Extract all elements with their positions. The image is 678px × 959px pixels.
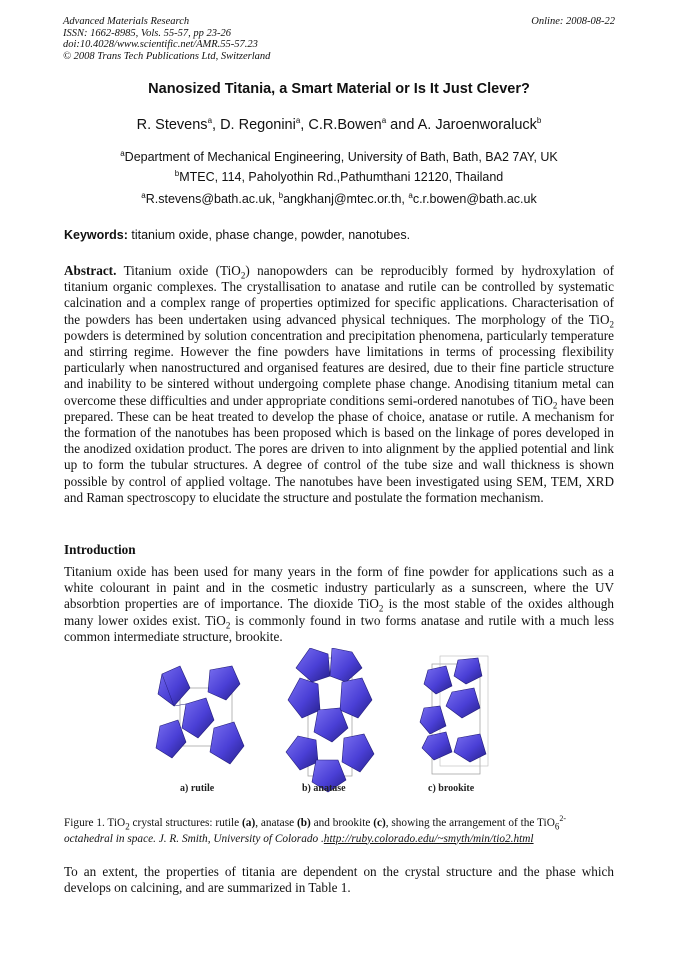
abstract-label: Abstract. xyxy=(64,263,117,278)
intro-text: is the most stable of the oxides although many lower oxides exist. TiO xyxy=(64,596,614,628)
author: C.R.Bowen xyxy=(308,117,382,133)
caption-text: , showing the arrangement of the TiO xyxy=(385,817,555,829)
figure-label-anatase: b) anatase xyxy=(302,783,346,794)
caption-credit: octahedral in space. J. R. Smith, University of Colorado . xyxy=(64,832,324,845)
rutile-structure xyxy=(156,666,244,764)
doi: doi:10.4028/www.scientific.net/AMR.55-57.23 xyxy=(63,39,258,51)
author-affil-mark: a xyxy=(381,116,387,126)
section-heading-introduction: Introduction xyxy=(64,542,136,557)
subscript: 2 xyxy=(378,604,384,615)
email-link[interactable]: angkhanj@mtec.or.th xyxy=(283,192,402,206)
subscript: 6 xyxy=(554,821,560,832)
anatase-structure xyxy=(286,648,374,792)
journal-name: Advanced Materials Research xyxy=(63,16,190,27)
email-mark: a xyxy=(141,190,146,200)
subscript: 2 xyxy=(125,821,130,832)
author-separator: , xyxy=(212,117,221,133)
author-separator: , xyxy=(300,117,309,133)
brookite-structure xyxy=(420,656,488,774)
online-date: Online: 2008-08-22 xyxy=(531,16,615,27)
caption-text: and brookite xyxy=(310,817,374,829)
figure-label-brookite: c) brookite xyxy=(428,783,475,794)
closing-paragraph: To an extent, the properties of titania are dependent on the crystal structure and the phase which develops on calcining, and are summarized in Table 1. xyxy=(64,864,614,896)
subscript: 2 xyxy=(552,400,558,411)
intro-text: Titanium oxide has been used for many years in the form of fine powder for applications such as a white colourant in paint and in the cosmetic industry particularly as a sunscreen, where the UV absorbtion properties are of importance. The dioxide TiO xyxy=(64,564,614,612)
caption-label-a: (a) xyxy=(242,817,256,829)
introduction-paragraph xyxy=(64,564,614,645)
issn: ISSN: 1662-8985, Vols. 55-57, pp 23-26 xyxy=(63,27,231,39)
caption-label-c: (c) xyxy=(373,817,386,829)
affil-mark: a xyxy=(120,148,125,158)
caption-text: , anatase xyxy=(255,817,297,829)
abstract-text: powders is determined by solution concentration and precipitation phenomena, particularly temperature and stirring regime. However the fine powders have limitations in terms of processing flexibility particularly when nanostructured and organised features are desired, due to their fine particle structure and inability to be sintered without undergoing complete phase change. Anodising titanium metal can overcome these difficulties and under appropriate conditions semi-ordered nanotubes of TiO xyxy=(64,327,614,408)
subscript: 2 xyxy=(225,620,231,631)
abstract-text: Titanium oxide (TiO xyxy=(116,263,241,278)
author: A. Jaroenworaluck xyxy=(417,117,537,133)
crystal-structure-figure xyxy=(140,648,540,813)
copyright: © 2008 Trans Tech Publications Ltd, Switzerland xyxy=(63,50,271,62)
affil-text: MTEC, 114, Paholyothin Rd.,Pathumthani 12120, Thailand xyxy=(179,170,504,184)
caption-url-link[interactable]: http://ruby.colorado.edu/~smyth/min/tio2.html xyxy=(323,832,534,845)
figure-label-rutile: a) rutile xyxy=(180,783,215,794)
affil-mark: b xyxy=(174,168,180,178)
caption-text: Figure 1. TiO xyxy=(64,817,126,829)
figure-caption xyxy=(64,816,616,847)
author-affil-mark: a xyxy=(295,116,301,126)
keywords-text: titanium oxide, phase change, powder, nanotubes. xyxy=(127,228,411,242)
subscript: 2 xyxy=(240,270,246,281)
abstract-text: have been prepared. These can be heat treated to develop the phase of choice, anatase or rutile. A mechanism for the formation of the nanotubes has been proposed which is based on the linkage of pores developed in the anodized oxidation product. The pores are driven to into alignment by the applied potential and link up to form the tubular structures. A degree of control of the tube size and wall thickness is shown possible by control of applied voltage. The nanotubes have been investigated using SEM, TEM, XRD and Raman spectroscopy to elucidate the structure and postulate the formation mechanism. xyxy=(64,392,614,505)
journal-header xyxy=(63,16,615,62)
author-affil-mark: b xyxy=(536,116,542,126)
email-list: $^a$R.stevens@bath.ac.uk, $^b$angkhanj@mtec.or.th, $^a$c.r.bowen@bath.ac.uk xyxy=(141,190,537,206)
author-affil-mark: a xyxy=(207,116,213,126)
subscript: 2 xyxy=(609,319,614,330)
caption-text: crystal structures: rutile xyxy=(129,817,243,829)
superscript: 2- xyxy=(559,814,567,824)
paper-title: Nanosized Titania, a Smart Material or Is It Just Clever? xyxy=(148,81,530,97)
author-list xyxy=(0,117,678,133)
keywords-label: Keywords: xyxy=(64,228,128,242)
abstract-text: ) nanopowders can be reproducibly formed by hydroxylation of titanium organic complexes. The crystallisation to anatase and rutile can be controlled by systematic calcination and a complex range of properties optimized for specific applications. Characterisation of the powders has been undertaken using advanced physical techniques. The morphology of the TiO xyxy=(64,263,614,327)
affil-text: Department of Mechanical Engineering, University of Bath, Bath, BA2 7AY, UK xyxy=(124,150,558,164)
email-mark: a xyxy=(408,190,413,200)
abstract xyxy=(64,263,614,506)
author-separator: and xyxy=(386,117,418,133)
keywords xyxy=(64,228,410,242)
affiliation-b xyxy=(0,170,678,184)
email-link[interactable]: c.r.bowen@bath.ac.uk xyxy=(412,192,537,206)
affiliation-a xyxy=(0,150,678,164)
author: D. Regonini xyxy=(220,117,296,133)
email-mark: b xyxy=(278,190,284,200)
intro-text: is commonly found in two forms anatase and rutile with a much less common intermediate structure, brookite. xyxy=(64,612,615,644)
caption-label-b: (b) xyxy=(296,817,311,829)
email-link[interactable]: R.stevens@bath.ac.uk xyxy=(145,192,272,206)
author: R. Stevens xyxy=(136,117,208,133)
